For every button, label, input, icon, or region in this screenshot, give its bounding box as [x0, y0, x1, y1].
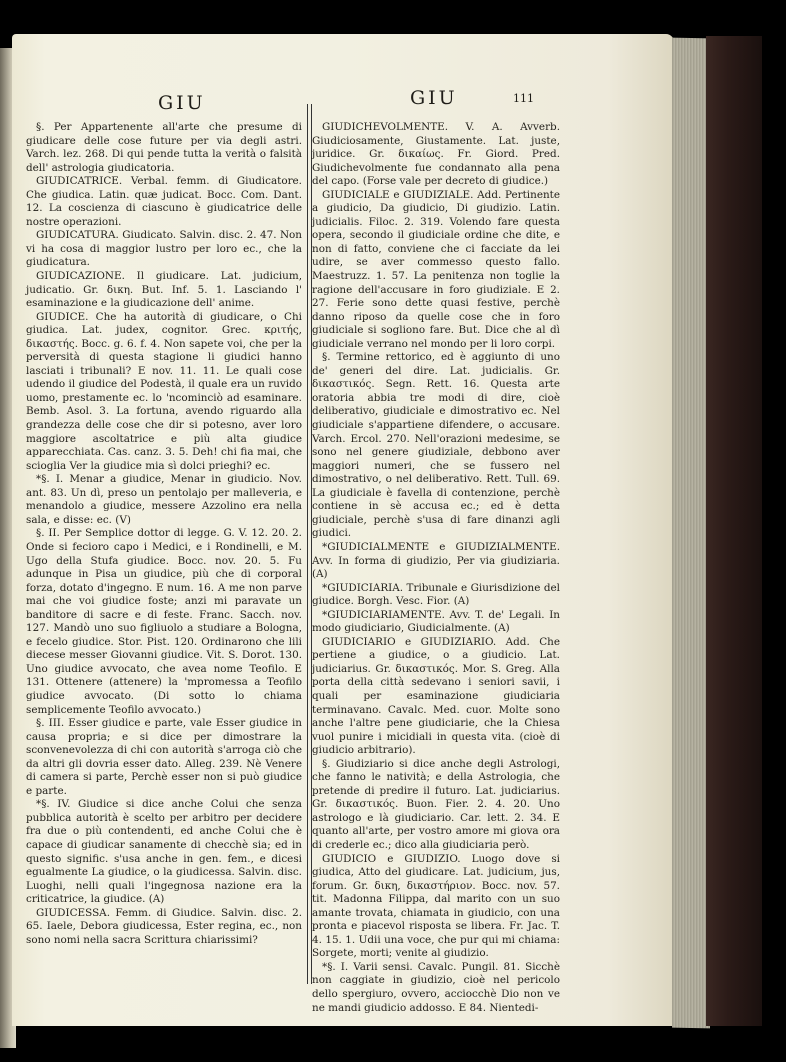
entry: GIUDICHEVOLMENTE. V. A. Avverb. Giudiciosamente, Giustamente. Lat. juste, juridice. Gr. δικαίως. Fr. Giord. Pred. Giudichevolmente fue condannato alla pena del capo. (Forse vale per decreto di giudice.): [312, 121, 560, 188]
entry: GIUDICATURA. Giudicato. Salvin. disc. 2. 47. Non vi ha cosa di maggior lustro per loro ec., che la giudicatura.: [26, 229, 302, 269]
entry: §. Termine rettorico, ed è aggiunto di uno de' generi del dire. Lat. judicialis. Gr. δικαστικός. Segn. Rett. 16. Questa arte oratoria abbia tre modi di dire, cioè deliberativo, giudiciale e dimostrativo ec. Nel giudiciale s'appartiene difendere, o accusare. Varch. Ercol. 270. Nell'orazioni medesime, se sono nel genere giudiziale, debbono aver maggiori numeri, che se fussero nel dimostrativo, o nel deliberativo. Rett. Tull. 69. La giudiciale è favella di contenzione, perchè contiene in sè accusa ec.; ed è detta giudiciale, perchè s'usa di fare dinanzi agli giudici.: [312, 351, 560, 540]
entry: §. Per Appartenente all'arte che presume di giudicare delle cose future per via degli astri. Varch. lez. 268. Di qui pende tutta la verità o falsità dell' astrologia giudicatoria.: [26, 121, 302, 174]
right-column: [312, 121, 560, 1015]
entry: GIUDICIALE e GIUDIZIALE. Add. Pertinente a giudicio, Da giudicio, Di giudizio. Latin. judicialis. Filoc. 2. 319. Volendo fare questa opera, secondo il giudiciale ordine che dite, e non di fatto, conviene che ci facciate da lei udire, se aver commesso questo fallo. Maestruzz. 1. 57. La penitenza non toglie la ragione dell'accusare in foro giudiziale. E 2. 27. Ferie sono dette quasi festive, perchè danno riposo da quelle cose che in foro giudiciale si sogliono fare. But. Dice che al dì giudiciale verrano nel mondo per li loro corpi.: [312, 188, 560, 350]
entry: GIUDICAZIONE. Il giudicare. Lat. judicium, judicatio. Gr. δικη. But. Inf. 5. 1. Lasciando l' esaminazione e la giudicazione dell' anime.: [26, 270, 302, 310]
entry: *GIUDICIARIAMENTE. Avv. T. de' Legali. In modo giudiciario, Giudicialmente. (A): [312, 608, 560, 635]
entry: GIUDICIO e GIUDIZIO. Luogo dove si giudica, Atto del giudicare. Lat. judicium, jus, forum. Gr. δικη, δικαστήριον. Bocc. nov. 57. tit. Madonna Filippa, dal marito con un suo amante trovata, chiamata in giudicio, con una pronta e piacevol risposta se libera. Fr. Jac. T. 4. 15. 1. Udii una voce, che pur qui mi chiama: Sorgete, morti; venite al giudizio.: [312, 852, 560, 960]
page-fore-edge: [672, 38, 710, 1029]
entry: GIUDICATRICE. Verbal. femm. di Giudicatore. Che giudica. Latin. quæ judicat. Bocc. Com. Dant. 12. La coscienza di ciascuno è giudicatrice delle nostre operazioni.: [26, 175, 302, 228]
entry: *GIUDICIARIA. Tribunale e Giurisdizione del giudice. Borgh. Vesc. Fior. (A): [312, 581, 560, 608]
entry: GIUDICE. Che ha autorità di giudicare, o Chi giudica. Lat. judex, cognitor. Grec. κριτής, δικαστής. Bocc. g. 6. f. 4. Non sapete voi, che per la perversità di questa stagione li giudici hanno lasciati i tribunali? E nov. 11. 11. Le quali cose udendo il giudice del Podestà, il quale era un ruvido uomo, prestamente ec. lo 'ncominciò ad esaminare. Bemb. Asol. 3. La fortuna, avendo riguardo alla grandezza delle cose che dir si potesno, aver loro maggiore ascoltatrice e più alta giudice apparecchiata. Cas. canz. 3. 5. Deh! chi fia mai, che scioglia Ver la giudice mia sì dolci prieghi? ec.: [26, 310, 302, 472]
entry: §. II. Per Semplice dottor di legge. G. V. 12. 20. 2. Onde si fecioro capo i Medici, e i Rondinelli, e M. Ugo della Stufa giudice. Bocc. nov. 20. 5. Fu adunque in Pisa un giudice, più che di corporal forza, dotato d'ingegno. E num. 16. A me non parve mai che voi giudice foste; anzi mi paravate un banditore di sacre e di feste. Franc. Sacch. nov. 127. Mandò uno suo figliuolo a studiare a Bologna, e fecelo giudice. Stor. Pist. 120. Ordinarono che lili diecese messer Giovanni giudice. Vit. S. Dorot. 130. Uno giudice avvocato, che avea nome Teofilo. E 131. Ottenere (attenere) la 'mpromessa a Teofilo giudice avvocato. (Di sotto lo chiama semplicemente Teofilo avvocato.): [26, 527, 302, 716]
book-cover: [706, 36, 762, 1026]
entry: *§. IV. Giudice si dice anche Colui che senza pubblica autorità è scelto per arbitro per decidere fra due o più contendenti, ed anche Colui che è capace di giudicar sanamente di checchè sia; ed in questo signific. s'usa anche in gen. fem., e dicesi egualmente La giudice, o la giudicessa. Salvin. disc. Luoghi, nelli quali l'ingegnosa nazione era la criticatrice, la giudice. (A): [26, 798, 302, 906]
running-head-left: GIU: [158, 92, 206, 114]
left-column: [26, 121, 302, 947]
entry: GIUDICESSA. Femm. di Giudice. Salvin. disc. 2. 65. Iaele, Debora giudicessa, Ester regina, ec., non sono nomi nella sacra Scrittura chiarissimi?: [26, 906, 302, 946]
running-head-right: GIU: [410, 87, 458, 109]
page-number: 111: [513, 92, 534, 105]
entry: *§. I. Varii sensi. Cavalc. Pungil. 81. Sicchè non caggiate in giudizio, cioè nel pericolo dello spergiuro, ovvero, acciocchè Dio non ve ne mandi giudicio addosso. E 84. Nientedi-: [312, 960, 560, 1014]
entry: GIUDICIARIO e GIUDIZIARIO. Add. Che pertiene a giudice, o a giudicio. Lat. judiciarius. Gr. δικαστικός. Mor. S. Greg. Alla porta della città sedevano i seniori savii, i quali per esaminazione giudiciaria terminavano. Cavalc. Med. cuor. Molte sono anche l'altre pene giudiciarie, che la Chiesa vuol punire i micidiali in questa vita. (cioè di giudicio arbitrario).: [312, 635, 560, 757]
entry: *§. I. Menar a giudice, Menar in giudicio. Nov. ant. 83. Un dì, preso un pentolajo per malleveria, e menandolo a giudice, messere Azzolino era nella sala, e disse: ec. (V): [26, 473, 302, 526]
entry: *GIUDICIALMENTE e GIUDIZIALMENTE. Avv. In forma di giudizio, Per via giudiziaria. (A): [312, 540, 560, 581]
entry: §. III. Esser giudice e parte, vale Esser giudice in causa propria; e si dice per dimostrare la sconvenevolezza di chi con autorità s'arroga ciò che da altri gli dovria esser dato. Alleg. 239. Nè Venere di camera si parte, Perchè esser non si può giudice e parte.: [26, 717, 302, 797]
entry: §. Giudiziario si dice anche degli Astrologi, che fanno le natività; e della Astrologia, che pretende di predire il futuro. Lat. judiciarius. Gr. δικαστικός. Buon. Fier. 2. 4. 20. Uno astrologo e là giudiciario. Car. lett. 2. 34. E quanto all'arte, per vostro amore mi giova ora di crederle ec.; dico alla giudiciaria però.: [312, 757, 560, 851]
